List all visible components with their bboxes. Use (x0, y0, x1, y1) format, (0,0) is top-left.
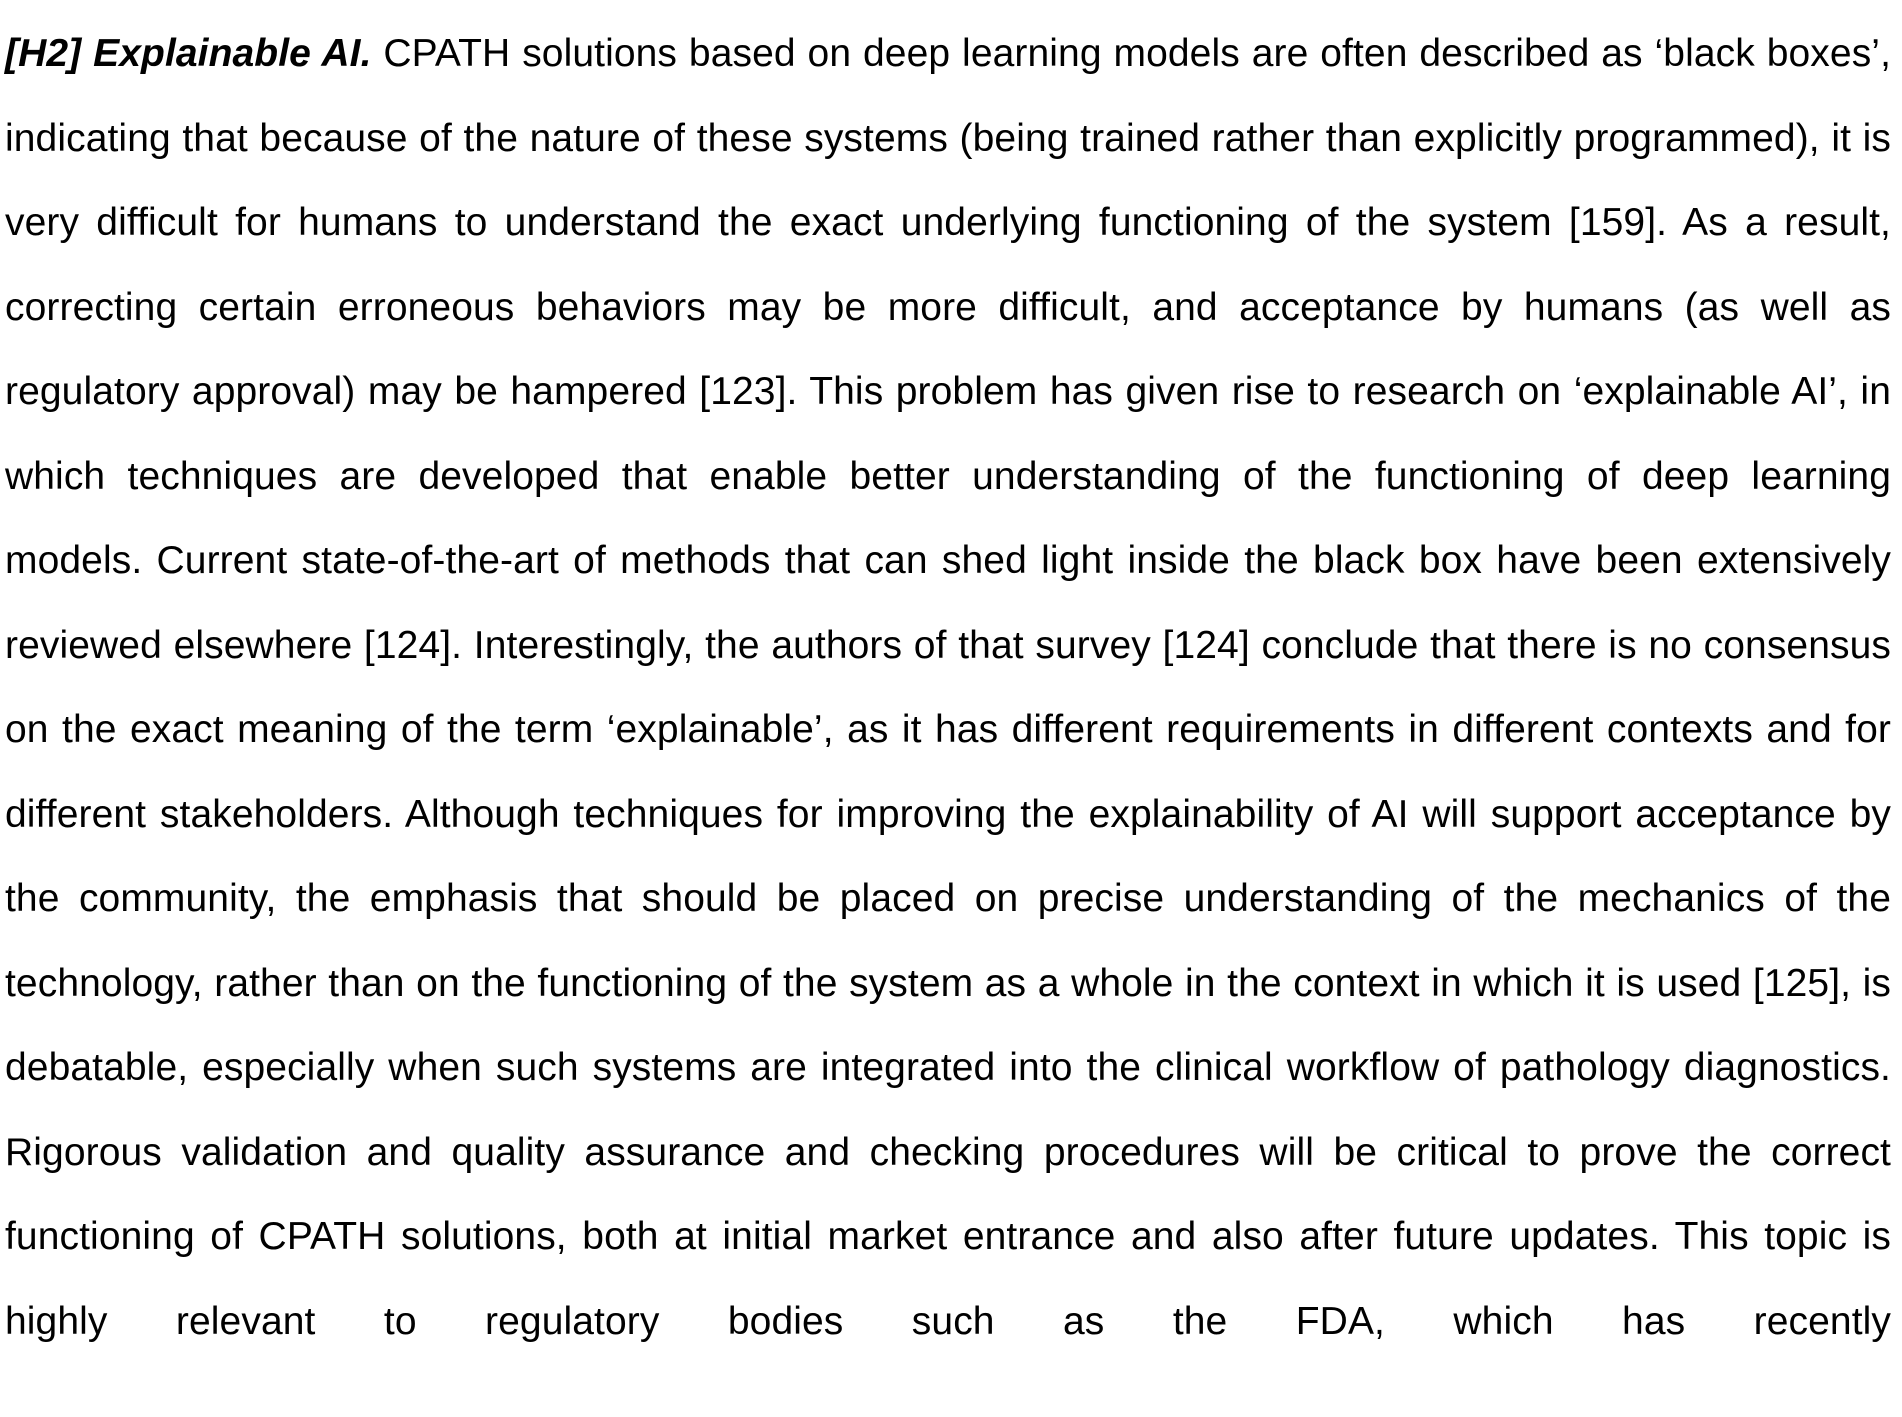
document-page (5, 12, 1891, 1364)
body-paragraph (5, 12, 1891, 1364)
section-heading: [H2] Explainable AI. (5, 32, 372, 75)
paragraph-text: CPATH solutions based on deep learning models are often described as ‘black boxes’, indicating that because of the nature of these systems (being trained rather than explicitly programmed), it is very difficult for humans to understand the exact underlying functioning of the system [159]. As a result, correcting certain erroneous behaviors may be more difficult, and acceptance by humans (as well as regulatory approval) may be hampered [123]. This problem has given rise to research on ‘explainable AI’, in which techniques are developed that enable better understanding of the functioning of deep learning models. Current state-of-the-art of methods that can shed light inside the black box have been extensively reviewed elsewhere [124]. Interestingly, the authors of that survey [124] conclude that there is no consensus on the exact meaning of the term ‘explainable’, as it has different requirements in different contexts and for different stakeholders. Although techniques for improving the explainability of AI will support acceptance by the community, the emphasis that should be placed on precise understanding of the mechanics of the technology, rather than on the functioning of the system as a whole in the context in which it is used [125], is debatable, especially when such systems are integrated into the clinical workflow of pathology diagnostics. Rigorous validation and quality assurance and checking procedures will be critical to prove the correct functioning of CPATH solutions, both at initial market entrance and also after future updates. This topic is highly relevant to regulatory bodies such as the FDA, which has recently (5, 32, 1891, 1343)
